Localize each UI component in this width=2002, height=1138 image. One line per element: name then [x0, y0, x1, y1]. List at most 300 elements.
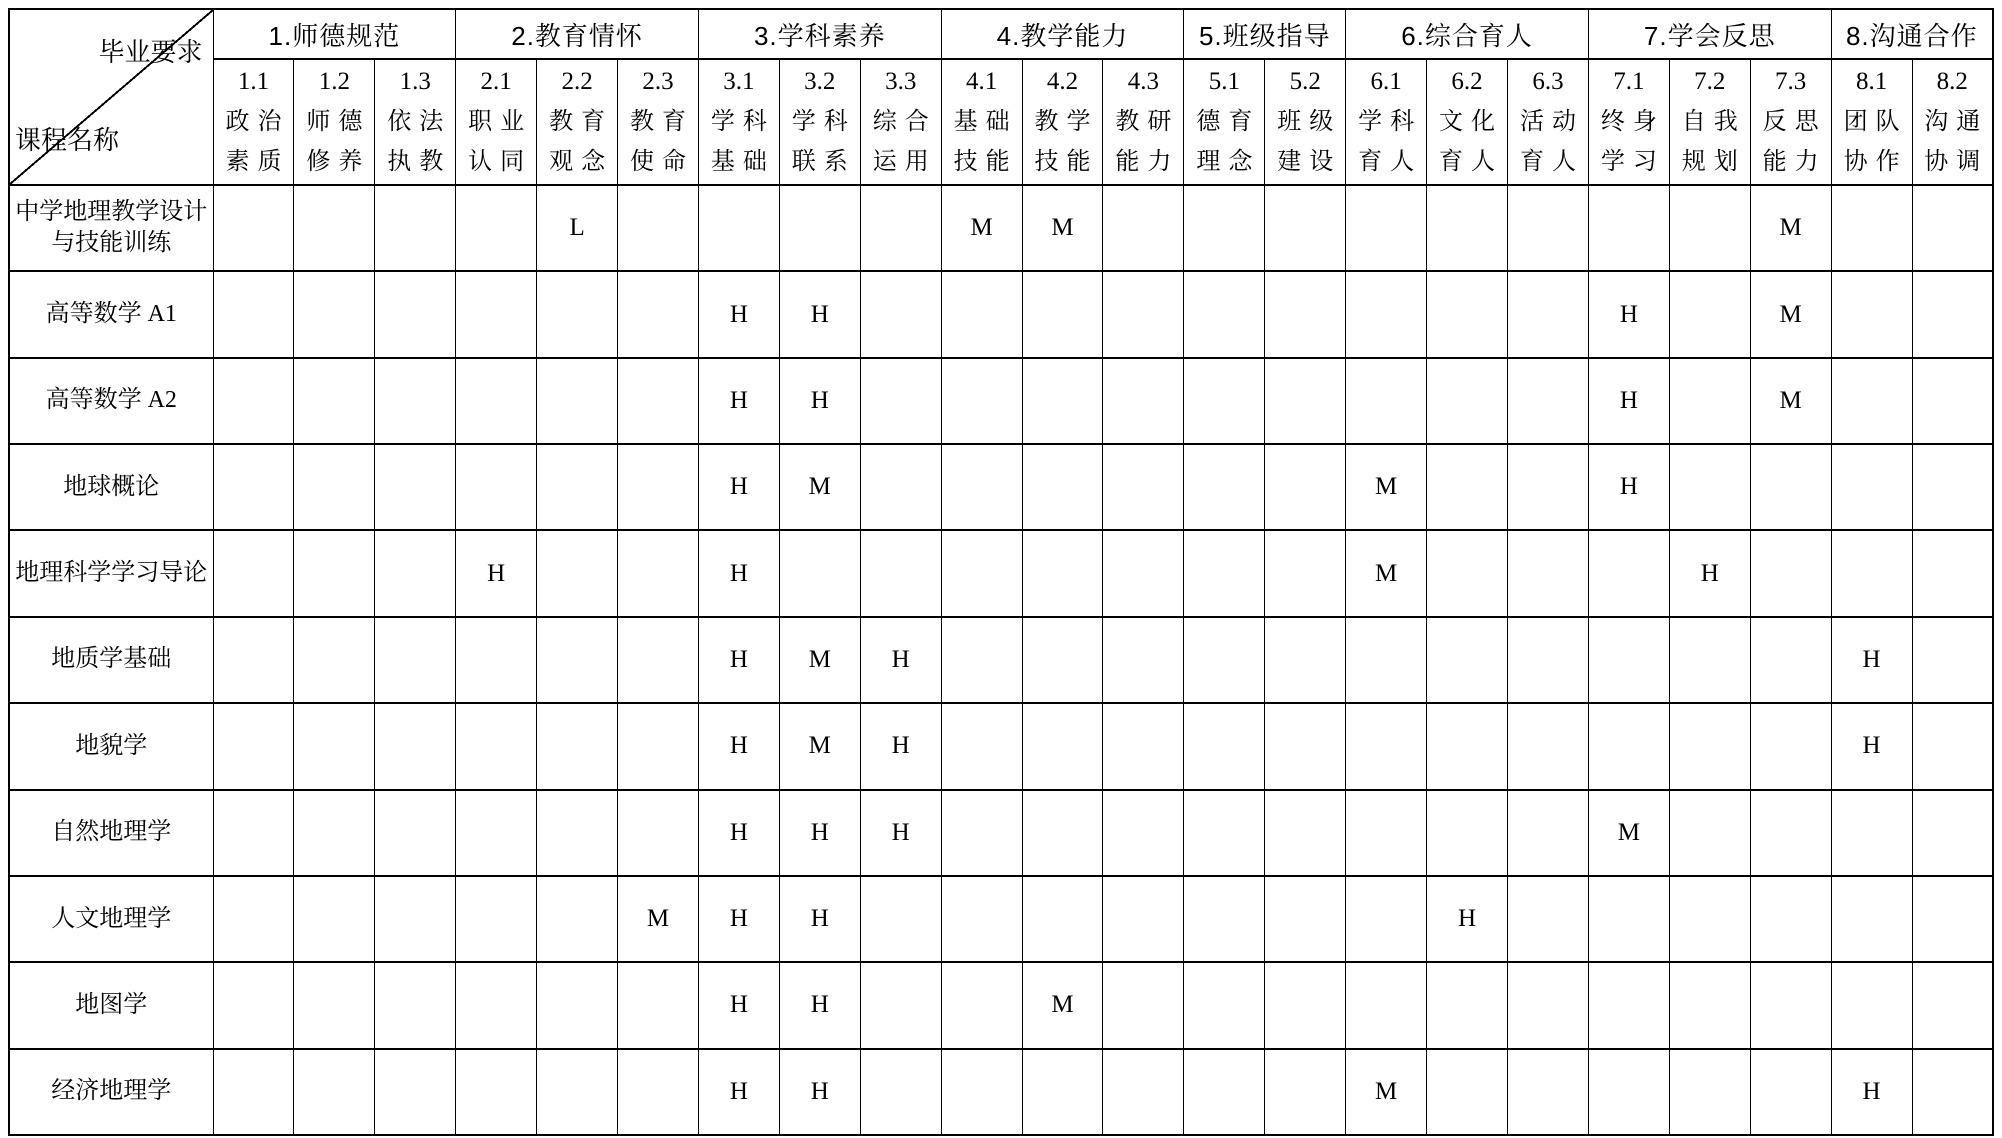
matrix-cell-1.2 [294, 444, 375, 530]
matrix-cell-3.1: H [698, 790, 779, 876]
matrix-cell-7.2 [1669, 1049, 1750, 1135]
matrix-cell-7.2 [1669, 185, 1750, 271]
matrix-cell-2.2 [537, 876, 618, 962]
matrix-cell-3.3 [860, 530, 941, 616]
matrix-cell-7.2 [1669, 962, 1750, 1048]
matrix-cell-3.2 [779, 530, 860, 616]
matrix-cell-2.1: H [456, 530, 537, 616]
matrix-cell-1.1 [213, 185, 294, 271]
subcolumn-label-line2: 观念 [549, 149, 614, 175]
matrix-cell-5.2 [1265, 617, 1346, 703]
matrix-cell-4.2 [1022, 617, 1103, 703]
matrix-cell-5.1 [1184, 703, 1265, 789]
subcolumn-label-line2: 素质 [225, 149, 290, 175]
header-group-row [9, 9, 1993, 59]
matrix-cell-6.2 [1427, 790, 1508, 876]
subcolumn-label-line1: 教育 [549, 109, 614, 135]
matrix-cell-2.3 [618, 444, 699, 530]
matrix-cell-4.3 [1103, 790, 1184, 876]
subcolumn-code: 4.3 [1127, 68, 1160, 95]
matrix-cell-7.2: H [1669, 530, 1750, 616]
matrix-cell-6.3 [1508, 185, 1589, 271]
matrix-cell-3.1: H [698, 617, 779, 703]
matrix-cell-7.1 [1588, 617, 1669, 703]
matrix-cell-2.3 [618, 185, 699, 271]
matrix-cell-7.1 [1588, 530, 1669, 616]
matrix-cell-3.1: H [698, 271, 779, 357]
matrix-cell-4.2 [1022, 530, 1103, 616]
subcolumn-code: 6.2 [1451, 68, 1483, 95]
matrix-cell-7.3 [1750, 444, 1831, 530]
matrix-cell-6.1 [1346, 962, 1427, 1048]
matrix-cell-3.2: H [779, 790, 860, 876]
matrix-cell-3.1: H [698, 358, 779, 444]
matrix-cell-6.1 [1346, 617, 1427, 703]
matrix-cell-5.1 [1184, 962, 1265, 1048]
matrix-cell-6.1 [1346, 790, 1427, 876]
matrix-cell-8.1 [1831, 530, 1912, 616]
matrix-cell-5.2 [1265, 271, 1346, 357]
matrix-cell-5.1 [1184, 358, 1265, 444]
matrix-cell-7.1: H [1588, 358, 1669, 444]
subcolumn-code: 6.3 [1532, 68, 1564, 95]
group-header-cell [1831, 9, 1993, 59]
matrix-cell-1.3 [375, 790, 456, 876]
subcolumn-label-line1: 教育 [629, 109, 694, 135]
matrix-cell-4.1 [941, 876, 1022, 962]
matrix-cell-1.2 [294, 530, 375, 616]
matrix-cell-1.1 [213, 271, 294, 357]
matrix-cell-7.3 [1750, 617, 1831, 703]
subcolumn-label-line1: 学科 [710, 109, 775, 135]
matrix-cell-2.3 [618, 271, 699, 357]
matrix-cell-7.1 [1588, 703, 1669, 789]
matrix-cell-8.1 [1831, 876, 1912, 962]
matrix-cell-4.1 [941, 271, 1022, 357]
matrix-cell-7.3 [1750, 1049, 1831, 1135]
matrix-cell-2.1 [456, 617, 537, 703]
matrix-cell-2.2 [537, 790, 618, 876]
group-header-label: 8.沟通合作 [1845, 20, 1978, 51]
matrix-cell-6.1 [1346, 358, 1427, 444]
matrix-cell-1.1 [213, 876, 294, 962]
matrix-cell-2.3 [618, 617, 699, 703]
subcolumn-label-line2: 学习 [1600, 149, 1665, 175]
subcolumn-code: 1.1 [237, 68, 270, 95]
matrix-cell-2.1 [456, 790, 537, 876]
matrix-cell-2.3 [618, 703, 699, 789]
course-name-cell: 中学地理教学设计与技能训练 [9, 185, 213, 271]
matrix-cell-4.3 [1103, 358, 1184, 444]
subcolumn-label-line1: 学科 [1358, 109, 1423, 135]
matrix-cell-5.2 [1265, 530, 1346, 616]
matrix-cell-1.3 [375, 962, 456, 1048]
matrix-cell-1.3 [375, 1049, 456, 1135]
matrix-cell-1.2 [294, 185, 375, 271]
subcolumn-code: 5.1 [1208, 68, 1240, 95]
matrix-cell-3.2 [779, 185, 860, 271]
matrix-cell-3.3 [860, 1049, 941, 1135]
matrix-cell-7.2 [1669, 876, 1750, 962]
matrix-cell-3.3: H [860, 617, 941, 703]
subcolumn-label-line2: 能力 [1762, 149, 1827, 175]
subcolumn-label-line2: 育人 [1358, 149, 1423, 175]
matrix-cell-3.3 [860, 185, 941, 271]
subcolumn-header-cell-6.2 [1427, 59, 1508, 185]
matrix-cell-1.2 [294, 962, 375, 1048]
group-header-label: 2.教育情怀 [511, 20, 643, 51]
matrix-cell-5.1 [1184, 185, 1265, 271]
subcolumn-code: 2.1 [480, 68, 512, 95]
matrix-cell-3.2: H [779, 876, 860, 962]
subcolumn-header-cell-4.1 [941, 59, 1022, 185]
subcolumn-label-line1: 班级 [1277, 109, 1342, 135]
matrix-cell-6.2 [1427, 962, 1508, 1048]
matrix-cell-7.1 [1588, 185, 1669, 271]
subcolumn-label-line1: 综合 [872, 109, 937, 135]
matrix-cell-8.2 [1912, 617, 1993, 703]
matrix-cell-3.3: H [860, 790, 941, 876]
group-header-label: 1.师德规范 [268, 20, 401, 51]
course-row [9, 790, 1993, 876]
matrix-cell-8.2 [1912, 530, 1993, 616]
matrix-cell-7.1: M [1588, 790, 1669, 876]
subcolumn-label-line2: 建设 [1277, 149, 1342, 175]
matrix-cell-6.2 [1427, 1049, 1508, 1135]
matrix-cell-1.1 [213, 703, 294, 789]
subcolumn-header-cell-7.3 [1750, 59, 1831, 185]
group-header-cell [456, 9, 699, 59]
matrix-cell-3.1: H [698, 530, 779, 616]
course-row [9, 271, 1993, 357]
matrix-cell-4.3 [1103, 444, 1184, 530]
subcolumn-header-cell-4.2 [1022, 59, 1103, 185]
matrix-cell-1.2 [294, 1049, 375, 1135]
matrix-cell-5.2 [1265, 876, 1346, 962]
matrix-cell-6.1: M [1346, 444, 1427, 530]
matrix-cell-4.1 [941, 444, 1022, 530]
subcolumn-header-cell-5.2 [1265, 59, 1346, 185]
matrix-cell-5.2 [1265, 444, 1346, 530]
matrix-cell-2.1 [456, 271, 537, 357]
group-header-cell [698, 9, 941, 59]
subcolumn-code: 6.1 [1370, 68, 1402, 95]
matrix-cell-4.1 [941, 617, 1022, 703]
matrix-cell-7.1 [1588, 962, 1669, 1048]
group-header-cell [941, 9, 1184, 59]
matrix-cell-1.3 [375, 703, 456, 789]
matrix-cell-8.1 [1831, 790, 1912, 876]
subcolumn-label-line2: 技能 [1034, 149, 1099, 175]
matrix-cell-8.2 [1912, 358, 1993, 444]
matrix-cell-5.2 [1265, 790, 1346, 876]
matrix-cell-5.1 [1184, 617, 1265, 703]
matrix-cell-1.1 [213, 790, 294, 876]
matrix-cell-5.1 [1184, 530, 1265, 616]
matrix-cell-7.3: M [1750, 271, 1831, 357]
matrix-cell-3.1: H [698, 444, 779, 530]
matrix-cell-4.1 [941, 530, 1022, 616]
group-header-label: 4.教学能力 [996, 20, 1129, 51]
matrix-cell-8.1 [1831, 444, 1912, 530]
matrix-cell-7.3: M [1750, 358, 1831, 444]
matrix-cell-5.1 [1184, 790, 1265, 876]
matrix-cell-6.1 [1346, 703, 1427, 789]
group-header-label: 6.综合育人 [1401, 20, 1533, 51]
subcolumn-label-line1: 教学 [1034, 109, 1099, 135]
matrix-cell-7.2 [1669, 358, 1750, 444]
matrix-cell-2.3: M [618, 876, 699, 962]
matrix-cell-3.2: H [779, 1049, 860, 1135]
matrix-cell-2.2 [537, 444, 618, 530]
subcolumn-label-line1: 职业 [468, 109, 533, 135]
subcolumn-label-line1: 终身 [1600, 109, 1665, 135]
matrix-cell-4.1 [941, 358, 1022, 444]
matrix-cell-7.3 [1750, 876, 1831, 962]
matrix-cell-1.1 [213, 444, 294, 530]
matrix-cell-8.1: H [1831, 617, 1912, 703]
subcolumn-label-line2: 协作 [1843, 149, 1908, 175]
matrix-cell-4.3 [1103, 876, 1184, 962]
group-header-cell [1346, 9, 1589, 59]
matrix-cell-6.3 [1508, 876, 1589, 962]
matrix-cell-8.2 [1912, 962, 1993, 1048]
group-header-label: 5.班级指导 [1198, 20, 1331, 51]
group-header-cell [213, 9, 456, 59]
subcolumn-label-line1: 沟通 [1924, 109, 1989, 135]
group-header-label: 7.学会反思 [1643, 20, 1776, 51]
subcolumn-code: 1.2 [318, 68, 350, 95]
subcolumn-code: 8.2 [1936, 68, 1968, 95]
subcolumn-header-cell-4.3 [1103, 59, 1184, 185]
subcolumn-code: 2.3 [642, 68, 674, 95]
matrix-cell-7.3 [1750, 703, 1831, 789]
matrix-header [9, 9, 1993, 185]
matrix-cell-3.3 [860, 876, 941, 962]
corner-label-graduation-requirements: 毕业要求 [98, 37, 203, 67]
course-name-cell: 地图学 [9, 962, 213, 1048]
matrix-cell-6.1 [1346, 876, 1427, 962]
matrix-cell-6.3 [1508, 790, 1589, 876]
matrix-cell-2.1 [456, 185, 537, 271]
subcolumn-label-line1: 教研 [1115, 109, 1180, 135]
matrix-cell-2.3 [618, 358, 699, 444]
matrix-cell-4.2 [1022, 271, 1103, 357]
subcolumn-label-line1: 学科 [791, 109, 856, 135]
matrix-cell-2.1 [456, 703, 537, 789]
subcolumn-header-cell-7.1 [1588, 59, 1669, 185]
matrix-cell-2.1 [456, 962, 537, 1048]
matrix-cell-4.2: M [1022, 185, 1103, 271]
matrix-cell-4.2 [1022, 703, 1103, 789]
course-name-cell: 经济地理学 [9, 1049, 213, 1135]
subcolumn-code: 4.2 [1046, 68, 1079, 95]
matrix-cell-1.2 [294, 271, 375, 357]
matrix-cell-2.2 [537, 358, 618, 444]
matrix-cell-1.3 [375, 358, 456, 444]
matrix-cell-3.3: H [860, 703, 941, 789]
subcolumn-header-cell-3.3 [860, 59, 941, 185]
subcolumn-label-line2: 技能 [953, 149, 1018, 175]
matrix-cell-1.2 [294, 790, 375, 876]
subcolumn-label-line2: 执教 [387, 149, 452, 175]
matrix-cell-8.2 [1912, 185, 1993, 271]
subcolumn-header-cell-5.1 [1184, 59, 1265, 185]
matrix-cell-1.3 [375, 617, 456, 703]
matrix-cell-1.3 [375, 271, 456, 357]
matrix-cell-2.2 [537, 703, 618, 789]
matrix-cell-7.2 [1669, 444, 1750, 530]
group-header-cell [1588, 9, 1831, 59]
matrix-cell-6.3 [1508, 271, 1589, 357]
course-name-cell: 地质学基础 [9, 617, 213, 703]
matrix-cell-4.2 [1022, 790, 1103, 876]
matrix-cell-3.2: M [779, 703, 860, 789]
corner-diagonal-cell [9, 9, 213, 185]
matrix-cell-6.2 [1427, 185, 1508, 271]
matrix-cell-5.1 [1184, 1049, 1265, 1135]
matrix-cell-4.3 [1103, 703, 1184, 789]
matrix-cell-6.2 [1427, 617, 1508, 703]
matrix-cell-3.2: M [779, 444, 860, 530]
matrix-cell-5.1 [1184, 271, 1265, 357]
matrix-cell-3.1: H [698, 703, 779, 789]
matrix-cell-5.2 [1265, 703, 1346, 789]
course-row [9, 358, 1993, 444]
matrix-cell-6.3 [1508, 444, 1589, 530]
subcolumn-label-line2: 育人 [1439, 149, 1504, 175]
matrix-cell-1.3 [375, 876, 456, 962]
course-row [9, 703, 1993, 789]
matrix-cell-4.1 [941, 703, 1022, 789]
matrix-cell-5.2 [1265, 962, 1346, 1048]
matrix-cell-3.2: H [779, 358, 860, 444]
matrix-cell-4.2: M [1022, 962, 1103, 1048]
subcolumn-label-line2: 育人 [1519, 149, 1584, 175]
course-requirement-matrix-table [8, 8, 1994, 1136]
matrix-cell-7.2 [1669, 790, 1750, 876]
matrix-cell-2.1 [456, 358, 537, 444]
matrix-cell-4.3 [1103, 185, 1184, 271]
matrix-cell-8.1: H [1831, 703, 1912, 789]
matrix-cell-8.1 [1831, 271, 1912, 357]
matrix-cell-3.2: H [779, 962, 860, 1048]
matrix-cell-2.2 [537, 271, 618, 357]
subcolumn-header-cell-8.1 [1831, 59, 1912, 185]
matrix-cell-3.1 [698, 185, 779, 271]
matrix-cell-2.1 [456, 876, 537, 962]
matrix-cell-1.2 [294, 876, 375, 962]
group-header-label: 3.学科素养 [753, 20, 886, 51]
matrix-cell-7.2 [1669, 271, 1750, 357]
matrix-cell-8.2 [1912, 703, 1993, 789]
matrix-cell-4.1 [941, 1049, 1022, 1135]
course-name-cell: 地球概论 [9, 444, 213, 530]
matrix-cell-6.1 [1346, 271, 1427, 357]
matrix-cell-7.1: H [1588, 444, 1669, 530]
matrix-cell-8.2 [1912, 444, 1993, 530]
matrix-cell-5.1 [1184, 876, 1265, 962]
matrix-cell-4.3 [1103, 962, 1184, 1048]
matrix-cell-2.1 [456, 444, 537, 530]
subcolumn-label-line2: 协调 [1924, 149, 1989, 175]
subcolumn-label-line1: 团队 [1843, 109, 1908, 135]
matrix-cell-6.3 [1508, 358, 1589, 444]
matrix-cell-6.2 [1427, 703, 1508, 789]
matrix-cell-1.1 [213, 962, 294, 1048]
matrix-cell-2.2 [537, 962, 618, 1048]
matrix-cell-7.3: M [1750, 185, 1831, 271]
course-name-cell: 人文地理学 [9, 876, 213, 962]
matrix-cell-7.3 [1750, 962, 1831, 1048]
matrix-cell-7.3 [1750, 530, 1831, 616]
matrix-cell-2.2: L [537, 185, 618, 271]
matrix-cell-3.3 [860, 358, 941, 444]
matrix-cell-6.3 [1508, 703, 1589, 789]
course-name-cell: 地貌学 [9, 703, 213, 789]
subcolumn-header-cell-7.2 [1669, 59, 1750, 185]
matrix-cell-3.2: M [779, 617, 860, 703]
subcolumn-label-line1: 基础 [953, 109, 1018, 135]
subcolumn-label-line2: 修养 [306, 149, 371, 175]
subcolumn-label-line1: 活动 [1519, 109, 1584, 135]
course-name-cell: 高等数学 A2 [9, 358, 213, 444]
matrix-cell-5.1 [1184, 444, 1265, 530]
subcolumn-label-line1: 反思 [1762, 109, 1827, 135]
matrix-cell-3.1: H [698, 876, 779, 962]
subcolumn-code: 7.1 [1613, 68, 1645, 95]
matrix-cell-2.3 [618, 1049, 699, 1135]
matrix-cell-3.3 [860, 271, 941, 357]
matrix-cell-1.1 [213, 1049, 294, 1135]
matrix-cell-2.2 [537, 530, 618, 616]
matrix-cell-8.1: H [1831, 1049, 1912, 1135]
matrix-cell-7.1 [1588, 876, 1669, 962]
subcolumn-label-line2: 基础 [710, 149, 775, 175]
matrix-cell-4.1 [941, 962, 1022, 1048]
subcolumn-code: 3.1 [723, 68, 755, 95]
subcolumn-label-line1: 政治 [225, 109, 290, 135]
matrix-cell-4.1 [941, 790, 1022, 876]
subcolumn-label-line2: 理念 [1196, 149, 1261, 175]
subcolumn-label-line1: 依法 [387, 109, 452, 135]
matrix-cell-7.2 [1669, 703, 1750, 789]
matrix-cell-6.3 [1508, 530, 1589, 616]
matrix-cell-4.1: M [941, 185, 1022, 271]
matrix-cell-4.3 [1103, 530, 1184, 616]
matrix-cell-5.2 [1265, 358, 1346, 444]
matrix-cell-8.1 [1831, 358, 1912, 444]
matrix-cell-6.2 [1427, 444, 1508, 530]
course-row [9, 1049, 1993, 1135]
subcolumn-code: 7.2 [1694, 68, 1726, 95]
matrix-cell-7.3 [1750, 790, 1831, 876]
matrix-cell-6.2 [1427, 271, 1508, 357]
subcolumn-label-line2: 使命 [629, 149, 694, 175]
subcolumn-header-cell-1.3 [375, 59, 456, 185]
matrix-cell-8.1 [1831, 962, 1912, 1048]
matrix-cell-7.1: H [1588, 271, 1669, 357]
matrix-cell-6.1: M [1346, 530, 1427, 616]
subcolumn-header-cell-2.2 [537, 59, 618, 185]
course-name-cell: 地理科学学习导论 [9, 530, 213, 616]
matrix-cell-6.2 [1427, 530, 1508, 616]
subcolumn-code: 3.2 [804, 68, 836, 95]
matrix-cell-3.3 [860, 444, 941, 530]
matrix-cell-5.2 [1265, 185, 1346, 271]
course-row [9, 530, 1993, 616]
matrix-cell-1.3 [375, 444, 456, 530]
